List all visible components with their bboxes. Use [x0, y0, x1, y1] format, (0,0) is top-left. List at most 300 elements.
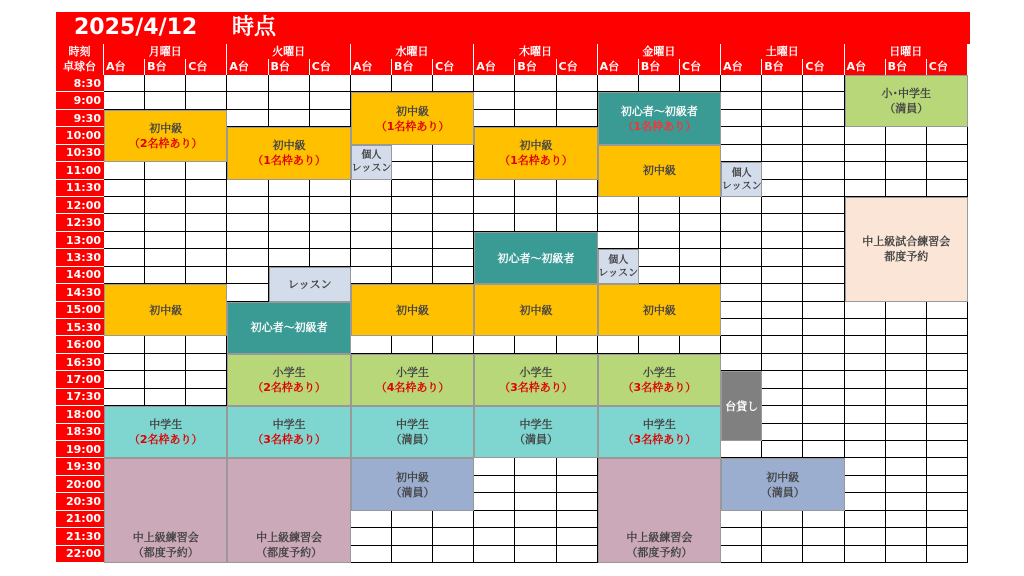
schedule-block[interactable] [845, 197, 968, 302]
slot-cell[interactable] [351, 267, 392, 284]
slot-cell[interactable] [474, 511, 515, 528]
slot-cell[interactable] [227, 75, 268, 92]
slot-cell[interactable] [803, 528, 844, 545]
slot-cell[interactable] [474, 180, 515, 197]
slot-cell[interactable] [310, 232, 351, 249]
slot-cell[interactable] [351, 180, 392, 197]
slot-cell[interactable] [474, 476, 515, 493]
slot-cell[interactable] [145, 249, 186, 266]
slot-cell[interactable] [845, 406, 886, 423]
slot-cell[interactable] [515, 476, 556, 493]
slot-cell[interactable] [433, 267, 474, 284]
slot-cell[interactable] [515, 92, 556, 109]
slot-cell[interactable] [392, 249, 433, 266]
slot-cell[interactable] [762, 92, 803, 109]
slot-cell[interactable] [351, 214, 392, 231]
slot-cell[interactable] [145, 214, 186, 231]
slot-cell[interactable] [886, 354, 927, 371]
slot-cell[interactable] [433, 162, 474, 179]
slot-cell[interactable] [557, 528, 598, 545]
schedule-block[interactable] [227, 127, 350, 179]
schedule-block[interactable] [227, 458, 350, 563]
slot-cell[interactable] [186, 371, 227, 388]
slot-cell[interactable] [433, 214, 474, 231]
slot-cell[interactable] [927, 371, 968, 388]
slot-cell[interactable] [845, 528, 886, 545]
slot-cell[interactable] [269, 75, 310, 92]
schedule-block[interactable] [104, 406, 227, 458]
slot-cell[interactable] [515, 180, 556, 197]
slot-cell[interactable] [721, 528, 762, 545]
slot-cell[interactable] [145, 197, 186, 214]
slot-cell[interactable] [392, 162, 433, 179]
slot-cell[interactable] [762, 371, 803, 388]
slot-cell[interactable] [598, 197, 639, 214]
slot-cell[interactable] [474, 110, 515, 127]
schedule-block[interactable] [351, 458, 474, 510]
slot-cell[interactable] [186, 354, 227, 371]
slot-cell[interactable] [145, 162, 186, 179]
slot-cell[interactable] [721, 75, 762, 92]
slot-cell[interactable] [803, 127, 844, 144]
schedule-block[interactable] [269, 267, 351, 302]
slot-cell[interactable] [721, 284, 762, 301]
slot-cell[interactable] [927, 406, 968, 423]
slot-cell[interactable] [104, 389, 145, 406]
slot-cell[interactable] [639, 232, 680, 249]
slot-cell[interactable] [845, 389, 886, 406]
slot-cell[interactable] [186, 75, 227, 92]
slot-cell[interactable] [721, 232, 762, 249]
slot-cell[interactable] [227, 180, 268, 197]
slot-cell[interactable] [927, 354, 968, 371]
schedule-block[interactable] [598, 145, 721, 197]
slot-cell[interactable] [803, 180, 844, 197]
slot-cell[interactable] [104, 267, 145, 284]
slot-cell[interactable] [557, 214, 598, 231]
slot-cell[interactable] [557, 197, 598, 214]
slot-cell[interactable] [310, 92, 351, 109]
slot-cell[interactable] [557, 336, 598, 353]
slot-cell[interactable] [762, 546, 803, 563]
slot-cell[interactable] [803, 511, 844, 528]
slot-cell[interactable] [557, 546, 598, 563]
slot-cell[interactable] [721, 267, 762, 284]
slot-cell[interactable] [474, 458, 515, 475]
slot-cell[interactable] [721, 110, 762, 127]
slot-cell[interactable] [680, 197, 721, 214]
slot-cell[interactable] [845, 302, 886, 319]
slot-cell[interactable] [557, 476, 598, 493]
slot-cell[interactable] [803, 249, 844, 266]
slot-cell[interactable] [433, 546, 474, 563]
slot-cell[interactable] [104, 75, 145, 92]
slot-cell[interactable] [639, 336, 680, 353]
slot-cell[interactable] [145, 354, 186, 371]
schedule-block[interactable] [227, 354, 350, 406]
slot-cell[interactable] [927, 180, 968, 197]
slot-cell[interactable] [803, 145, 844, 162]
slot-cell[interactable] [721, 511, 762, 528]
slot-cell[interactable] [762, 197, 803, 214]
slot-cell[interactable] [803, 546, 844, 563]
slot-cell[interactable] [721, 319, 762, 336]
slot-cell[interactable] [145, 232, 186, 249]
slot-cell[interactable] [639, 214, 680, 231]
slot-cell[interactable] [721, 302, 762, 319]
slot-cell[interactable] [762, 214, 803, 231]
slot-cell[interactable] [351, 528, 392, 545]
slot-cell[interactable] [927, 546, 968, 563]
slot-cell[interactable] [845, 441, 886, 458]
slot-cell[interactable] [721, 145, 762, 162]
slot-cell[interactable] [721, 197, 762, 214]
slot-cell[interactable] [351, 511, 392, 528]
slot-cell[interactable] [886, 528, 927, 545]
slot-cell[interactable] [433, 197, 474, 214]
slot-cell[interactable] [927, 302, 968, 319]
schedule-block[interactable] [104, 458, 227, 563]
slot-cell[interactable] [515, 493, 556, 510]
slot-cell[interactable] [927, 511, 968, 528]
slot-cell[interactable] [351, 336, 392, 353]
slot-cell[interactable] [104, 162, 145, 179]
slot-cell[interactable] [351, 232, 392, 249]
slot-cell[interactable] [803, 389, 844, 406]
slot-cell[interactable] [186, 232, 227, 249]
slot-cell[interactable] [186, 214, 227, 231]
slot-cell[interactable] [762, 180, 803, 197]
slot-cell[interactable] [721, 441, 762, 458]
slot-cell[interactable] [351, 546, 392, 563]
schedule-block[interactable] [351, 145, 392, 180]
slot-cell[interactable] [886, 493, 927, 510]
slot-cell[interactable] [886, 406, 927, 423]
slot-cell[interactable] [927, 476, 968, 493]
slot-cell[interactable] [104, 232, 145, 249]
slot-cell[interactable] [557, 511, 598, 528]
slot-cell[interactable] [886, 127, 927, 144]
slot-cell[interactable] [762, 162, 803, 179]
slot-cell[interactable] [762, 336, 803, 353]
slot-cell[interactable] [186, 162, 227, 179]
slot-cell[interactable] [515, 214, 556, 231]
slot-cell[interactable] [762, 249, 803, 266]
slot-cell[interactable] [474, 336, 515, 353]
slot-cell[interactable] [680, 214, 721, 231]
schedule-block[interactable] [474, 284, 597, 336]
slot-cell[interactable] [886, 319, 927, 336]
slot-cell[interactable] [433, 145, 474, 162]
slot-cell[interactable] [803, 371, 844, 388]
slot-cell[interactable] [269, 249, 310, 266]
slot-cell[interactable] [433, 75, 474, 92]
slot-cell[interactable] [680, 336, 721, 353]
slot-cell[interactable] [598, 214, 639, 231]
slot-cell[interactable] [186, 389, 227, 406]
schedule-block[interactable] [104, 284, 227, 336]
slot-cell[interactable] [227, 214, 268, 231]
slot-cell[interactable] [186, 336, 227, 353]
slot-cell[interactable] [145, 336, 186, 353]
slot-cell[interactable] [845, 424, 886, 441]
slot-cell[interactable] [886, 546, 927, 563]
slot-cell[interactable] [927, 389, 968, 406]
slot-cell[interactable] [762, 354, 803, 371]
slot-cell[interactable] [351, 197, 392, 214]
slot-cell[interactable] [803, 162, 844, 179]
slot-cell[interactable] [515, 197, 556, 214]
slot-cell[interactable] [639, 249, 680, 266]
schedule-block[interactable] [845, 75, 968, 127]
slot-cell[interactable] [392, 336, 433, 353]
slot-cell[interactable] [269, 180, 310, 197]
slot-cell[interactable] [351, 249, 392, 266]
schedule-block[interactable] [474, 232, 597, 284]
slot-cell[interactable] [845, 319, 886, 336]
schedule-block[interactable] [721, 162, 762, 197]
schedule-block[interactable] [598, 458, 721, 563]
slot-cell[interactable] [803, 92, 844, 109]
slot-cell[interactable] [803, 319, 844, 336]
slot-cell[interactable] [392, 528, 433, 545]
slot-cell[interactable] [145, 92, 186, 109]
slot-cell[interactable] [762, 528, 803, 545]
slot-cell[interactable] [927, 319, 968, 336]
slot-cell[interactable] [269, 110, 310, 127]
slot-cell[interactable] [310, 249, 351, 266]
slot-cell[interactable] [762, 441, 803, 458]
slot-cell[interactable] [886, 476, 927, 493]
slot-cell[interactable] [927, 162, 968, 179]
slot-cell[interactable] [803, 197, 844, 214]
schedule-block[interactable] [351, 406, 474, 458]
slot-cell[interactable] [269, 92, 310, 109]
schedule-block[interactable] [351, 92, 474, 144]
slot-cell[interactable] [927, 493, 968, 510]
slot-cell[interactable] [762, 284, 803, 301]
slot-cell[interactable] [721, 249, 762, 266]
schedule-block[interactable] [598, 249, 639, 284]
slot-cell[interactable] [515, 75, 556, 92]
slot-cell[interactable] [762, 267, 803, 284]
slot-cell[interactable] [227, 284, 268, 301]
slot-cell[interactable] [721, 546, 762, 563]
slot-cell[interactable] [186, 92, 227, 109]
slot-cell[interactable] [886, 162, 927, 179]
schedule-block[interactable] [598, 406, 721, 458]
slot-cell[interactable] [310, 75, 351, 92]
slot-cell[interactable] [845, 180, 886, 197]
slot-cell[interactable] [762, 110, 803, 127]
slot-cell[interactable] [803, 336, 844, 353]
slot-cell[interactable] [186, 197, 227, 214]
slot-cell[interactable] [104, 197, 145, 214]
slot-cell[interactable] [803, 110, 844, 127]
slot-cell[interactable] [515, 546, 556, 563]
slot-cell[interactable] [845, 127, 886, 144]
slot-cell[interactable] [762, 302, 803, 319]
slot-cell[interactable] [392, 267, 433, 284]
schedule-block[interactable] [598, 354, 721, 406]
slot-cell[interactable] [845, 493, 886, 510]
slot-cell[interactable] [515, 528, 556, 545]
slot-cell[interactable] [639, 197, 680, 214]
slot-cell[interactable] [392, 546, 433, 563]
slot-cell[interactable] [803, 232, 844, 249]
slot-cell[interactable] [886, 180, 927, 197]
slot-cell[interactable] [104, 249, 145, 266]
slot-cell[interactable] [762, 389, 803, 406]
slot-cell[interactable] [474, 214, 515, 231]
slot-cell[interactable] [392, 214, 433, 231]
slot-cell[interactable] [803, 214, 844, 231]
slot-cell[interactable] [886, 458, 927, 475]
slot-cell[interactable] [845, 458, 886, 475]
slot-cell[interactable] [886, 336, 927, 353]
slot-cell[interactable] [927, 336, 968, 353]
slot-cell[interactable] [845, 511, 886, 528]
slot-cell[interactable] [845, 546, 886, 563]
slot-cell[interactable] [474, 528, 515, 545]
slot-cell[interactable] [392, 197, 433, 214]
slot-cell[interactable] [927, 145, 968, 162]
slot-cell[interactable] [310, 214, 351, 231]
slot-cell[interactable] [515, 336, 556, 353]
slot-cell[interactable] [762, 127, 803, 144]
slot-cell[interactable] [639, 75, 680, 92]
slot-cell[interactable] [227, 197, 268, 214]
slot-cell[interactable] [557, 493, 598, 510]
slot-cell[interactable] [762, 232, 803, 249]
slot-cell[interactable] [803, 284, 844, 301]
slot-cell[interactable] [927, 127, 968, 144]
slot-cell[interactable] [104, 354, 145, 371]
slot-cell[interactable] [392, 75, 433, 92]
slot-cell[interactable] [227, 92, 268, 109]
slot-cell[interactable] [845, 354, 886, 371]
slot-cell[interactable] [803, 267, 844, 284]
slot-cell[interactable] [557, 92, 598, 109]
slot-cell[interactable] [762, 145, 803, 162]
slot-cell[interactable] [803, 424, 844, 441]
slot-cell[interactable] [310, 180, 351, 197]
slot-cell[interactable] [433, 249, 474, 266]
slot-cell[interactable] [474, 92, 515, 109]
slot-cell[interactable] [886, 371, 927, 388]
slot-cell[interactable] [886, 441, 927, 458]
slot-cell[interactable] [433, 336, 474, 353]
slot-cell[interactable] [721, 336, 762, 353]
slot-cell[interactable] [557, 75, 598, 92]
slot-cell[interactable] [269, 232, 310, 249]
slot-cell[interactable] [433, 511, 474, 528]
slot-cell[interactable] [104, 336, 145, 353]
slot-cell[interactable] [598, 75, 639, 92]
slot-cell[interactable] [927, 528, 968, 545]
slot-cell[interactable] [392, 511, 433, 528]
slot-cell[interactable] [721, 127, 762, 144]
slot-cell[interactable] [845, 145, 886, 162]
slot-cell[interactable] [392, 180, 433, 197]
slot-cell[interactable] [310, 110, 351, 127]
slot-cell[interactable] [762, 406, 803, 423]
slot-cell[interactable] [721, 214, 762, 231]
slot-cell[interactable] [762, 511, 803, 528]
slot-cell[interactable] [886, 145, 927, 162]
schedule-block[interactable] [598, 284, 721, 336]
slot-cell[interactable] [680, 267, 721, 284]
slot-cell[interactable] [803, 406, 844, 423]
slot-cell[interactable] [803, 441, 844, 458]
slot-cell[interactable] [145, 371, 186, 388]
slot-cell[interactable] [762, 424, 803, 441]
slot-cell[interactable] [927, 441, 968, 458]
slot-cell[interactable] [351, 75, 392, 92]
slot-cell[interactable] [845, 336, 886, 353]
slot-cell[interactable] [104, 371, 145, 388]
slot-cell[interactable] [433, 528, 474, 545]
slot-cell[interactable] [762, 319, 803, 336]
slot-cell[interactable] [557, 458, 598, 475]
slot-cell[interactable] [721, 92, 762, 109]
slot-cell[interactable] [186, 267, 227, 284]
slot-cell[interactable] [803, 75, 844, 92]
slot-cell[interactable] [721, 354, 762, 371]
schedule-block[interactable] [721, 458, 844, 510]
slot-cell[interactable] [145, 389, 186, 406]
slot-cell[interactable] [845, 371, 886, 388]
schedule-block[interactable] [227, 406, 350, 458]
slot-cell[interactable] [845, 162, 886, 179]
slot-cell[interactable] [803, 302, 844, 319]
slot-cell[interactable] [886, 389, 927, 406]
slot-cell[interactable] [845, 476, 886, 493]
schedule-block[interactable] [474, 354, 597, 406]
slot-cell[interactable] [557, 180, 598, 197]
slot-cell[interactable] [886, 424, 927, 441]
slot-cell[interactable] [145, 75, 186, 92]
schedule-block[interactable] [721, 371, 762, 441]
slot-cell[interactable] [515, 511, 556, 528]
slot-cell[interactable] [762, 75, 803, 92]
slot-cell[interactable] [927, 458, 968, 475]
slot-cell[interactable] [227, 110, 268, 127]
slot-cell[interactable] [104, 214, 145, 231]
schedule-block[interactable] [351, 354, 474, 406]
slot-cell[interactable] [433, 180, 474, 197]
slot-cell[interactable] [186, 249, 227, 266]
slot-cell[interactable] [598, 336, 639, 353]
slot-cell[interactable] [598, 232, 639, 249]
schedule-block[interactable] [227, 302, 350, 354]
slot-cell[interactable] [515, 458, 556, 475]
slot-cell[interactable] [145, 180, 186, 197]
slot-cell[interactable] [269, 214, 310, 231]
slot-cell[interactable] [474, 493, 515, 510]
slot-cell[interactable] [392, 232, 433, 249]
slot-cell[interactable] [186, 180, 227, 197]
slot-cell[interactable] [104, 180, 145, 197]
slot-cell[interactable] [680, 75, 721, 92]
slot-cell[interactable] [680, 232, 721, 249]
slot-cell[interactable] [227, 232, 268, 249]
slot-cell[interactable] [392, 145, 433, 162]
slot-cell[interactable] [269, 197, 310, 214]
slot-cell[interactable] [803, 354, 844, 371]
slot-cell[interactable] [433, 232, 474, 249]
slot-cell[interactable] [145, 267, 186, 284]
